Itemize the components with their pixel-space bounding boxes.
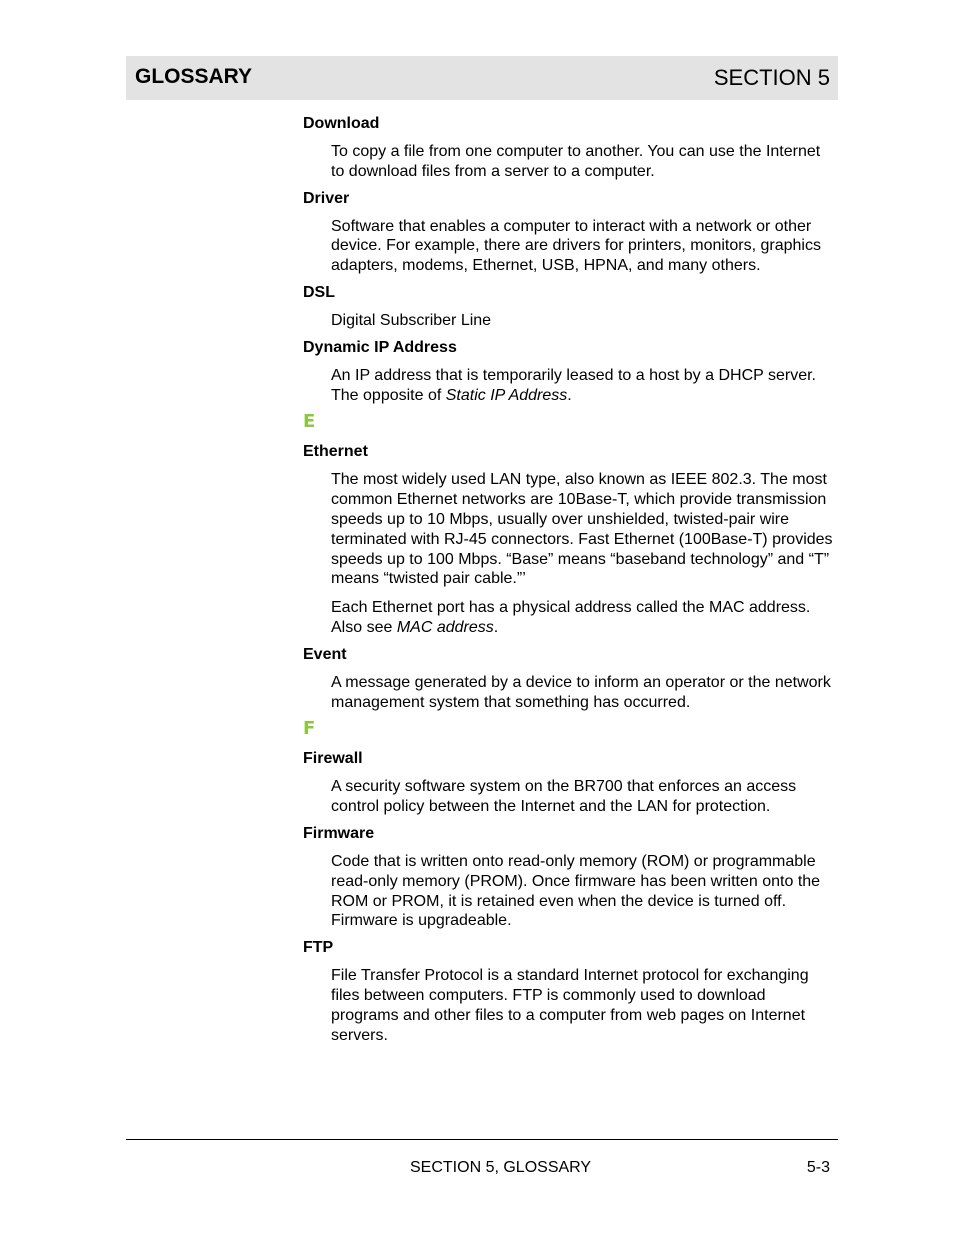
- footer-divider: [126, 1139, 838, 1140]
- glossary-term: Driver: [303, 189, 350, 207]
- glossary-definition: [331, 142, 836, 182]
- glossary-content: [303, 114, 838, 1052]
- definition-paragraph: [331, 777, 836, 817]
- cross-reference: Static IP Address: [445, 386, 568, 404]
- definition-text: The most widely used LAN type, also known as IEEE 802.3. The most common Ethernet networks are 10Base-T, which provide transmission speeds up to 10 Mbps, usually over unshielded, twisted-pair wire terminated with RJ-45 connectors. Fast Ethernet (100Base-T) provides speeds up to 100 Mbps. “Base” means “baseband technology” and “T” means “twisted pair cable.”’: [331, 471, 833, 588]
- glossary-definition: [331, 777, 836, 817]
- definition-paragraph: [331, 311, 836, 331]
- glossary-definition: [331, 852, 836, 931]
- definition-text: .: [493, 618, 499, 636]
- header-section: SECTION 5: [713, 65, 830, 90]
- glossary-term: Ethernet: [303, 443, 368, 461]
- section-letter-e: E: [303, 411, 316, 433]
- glossary-definition: [331, 966, 836, 1045]
- glossary-term: Dynamic IP Address: [303, 338, 457, 356]
- definition-text: Software that enables a computer to interact with a network or other device. For example, there are drivers for printers, monitors, graphics adapters, modems, Ethernet, USB, HPNA, and many others.: [331, 217, 821, 275]
- definition-text: Digital Subscriber Line: [331, 311, 492, 329]
- definition-paragraph: [331, 966, 836, 1045]
- glossary-term: Event: [303, 645, 347, 663]
- definition-paragraph: [331, 366, 836, 406]
- definition-text: Code that is written onto read-only memory (ROM) or programmable read-only memory (PROM). Once firmware has been written onto the ROM or PROM, it is retained even when the device is turned off. Firmware is upgradeable.: [331, 852, 821, 930]
- glossary-definition: [331, 470, 836, 637]
- section-letter-f: F: [303, 718, 316, 740]
- glossary-term: Download: [303, 115, 380, 132]
- definition-text: A message generated by a device to inform an operator or the network management system that something has occurred.: [331, 673, 831, 711]
- footer-section-label: SECTION 5, GLOSSARY: [410, 1159, 592, 1176]
- definition-text: A security software system on the BR700 that enforces an access control policy between the Internet and the LAN for protection.: [331, 778, 797, 816]
- definition-paragraph: [331, 598, 836, 638]
- definition-text: An IP address that is temporarily leased to a host by a DHCP server. The opposite of: [331, 366, 816, 404]
- definition-paragraph: [331, 673, 836, 713]
- definition-paragraph: [331, 470, 836, 589]
- footer-page-number: 5-3: [806, 1159, 830, 1176]
- glossary-term: Firewall: [303, 750, 363, 768]
- header-title: GLOSSARY: [135, 65, 253, 88]
- glossary-definition: [331, 311, 836, 331]
- definition-text: .: [567, 386, 572, 404]
- definition-paragraph: [331, 852, 836, 931]
- definition-paragraph: [331, 142, 836, 182]
- definition-text: File Transfer Protocol is a standard Internet protocol for exchanging files between computers. FTP is commonly used to download programs and other files to a computer from web pages on Internet servers.: [331, 967, 809, 1044]
- definition-paragraph: [331, 217, 836, 276]
- glossary-term: Firmware: [303, 824, 375, 842]
- page-header: [126, 56, 838, 100]
- glossary-term: DSL: [303, 283, 335, 301]
- glossary-term: FTP: [303, 939, 334, 957]
- cross-reference: MAC address: [396, 618, 494, 636]
- glossary-definition: [331, 217, 836, 276]
- definition-text: Each Ethernet port has a physical address called the MAC address. Also see: [331, 599, 811, 636]
- definition-text: To copy a file from one computer to another. You can use the Internet to download files from a server to a computer.: [331, 143, 821, 180]
- glossary-definition: [331, 366, 836, 406]
- glossary-definition: [331, 673, 836, 713]
